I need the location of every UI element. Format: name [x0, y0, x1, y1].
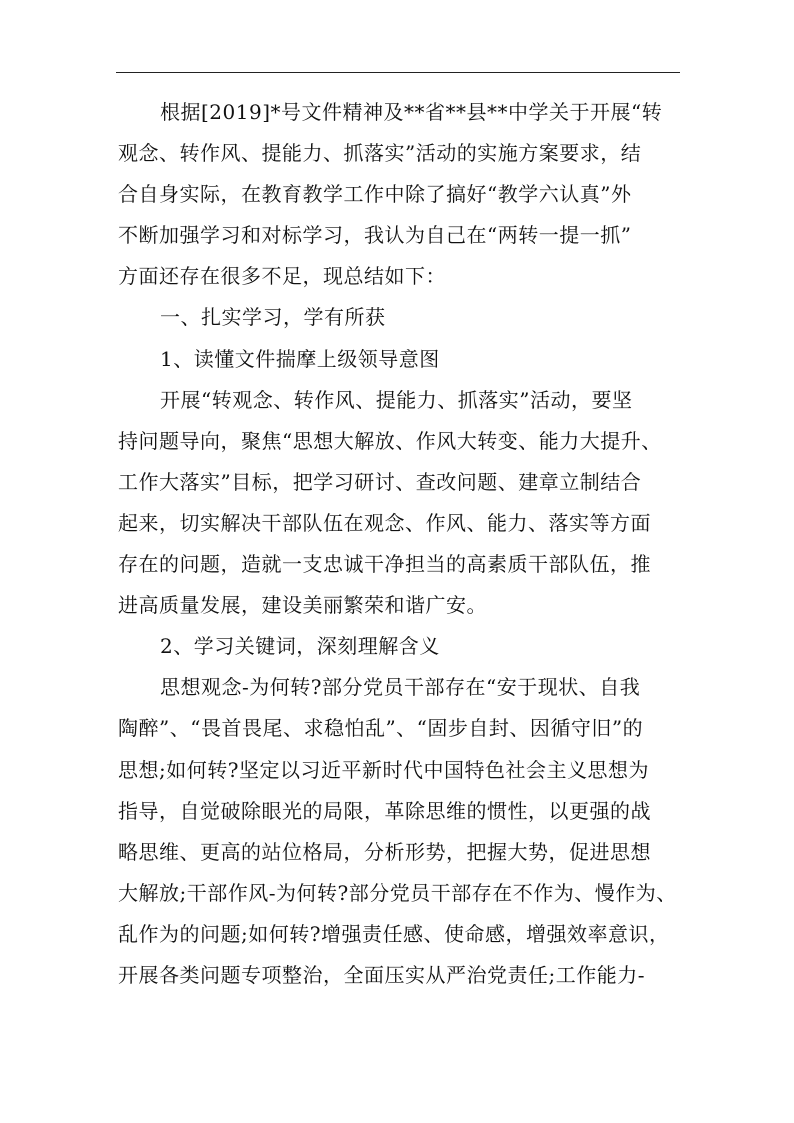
text-line: 略思维、更高的站位格局，分析形势，把握大势，促进思想 [118, 839, 651, 864]
header-rule [116, 72, 680, 73]
text-line: 工作大落实”目标，把学习研讨、查改问题、建章立制结合 [118, 469, 642, 494]
text-line: 方面还存在很多不足，现总结如下： [118, 264, 446, 289]
text-line: 进高质量发展，建设美丽繁荣和谐广安。 [118, 593, 487, 618]
text-line: 思想;如何转?坚定以习近平新时代中国特色社会主义思想为 [118, 757, 649, 782]
document-body [118, 92, 680, 996]
text-line: 1、读懂文件揣摩上级领导意图 [160, 346, 440, 371]
text-line: 陶醉”、“畏首畏尾、求稳怕乱”、“固步自封、因循守旧”的 [118, 716, 644, 741]
text-line: 大解放;干部作风-为何转?部分党员干部存在不作为、慢作为、 [118, 880, 677, 905]
text-line: 起来，切实解决干部队伍在观念、作风、能力、落实等方面 [118, 510, 651, 535]
text-line: 开展各类问题专项整治，全面压实从严治党责任;工作能力- [118, 962, 645, 987]
text-line: 合自身实际，在教育教学工作中除了搞好“教学六认真”外 [118, 182, 632, 207]
text-line: 一、扎实学习，学有所获 [160, 305, 386, 330]
text-line: 2、学习关键词，深刻理解含义 [160, 634, 440, 659]
text-line: 持问题导向，聚焦“思想大解放、作风大转变、能力大提升、 [118, 428, 662, 453]
text-line: 观念、转作风、提能力、抓落实”活动的实施方案要求，结 [118, 141, 642, 166]
text-line: 存在的问题，造就一支忠诚干净担当的高素质干部队伍，推 [118, 552, 651, 577]
text-line: 指导，自觉破除眼光的局限，革除思维的惯性，以更强的战 [118, 798, 651, 823]
text-line: 思想观念-为何转?部分党员干部存在“安于现状、自我 [160, 675, 641, 700]
text-line: 根据[2019]*号文件精神及**省**县**中学关于开展“转 [160, 100, 663, 124]
text-line: 不断加强学习和对标学习，我认为自己在“两转一提一抓” [118, 223, 632, 248]
text-line: 开展“转观念、转作风、提能力、抓落实”活动，要坚 [160, 387, 633, 412]
text-line: 乱作为的问题;如何转?增强责任感、使命感，增强效率意识， [118, 921, 670, 946]
